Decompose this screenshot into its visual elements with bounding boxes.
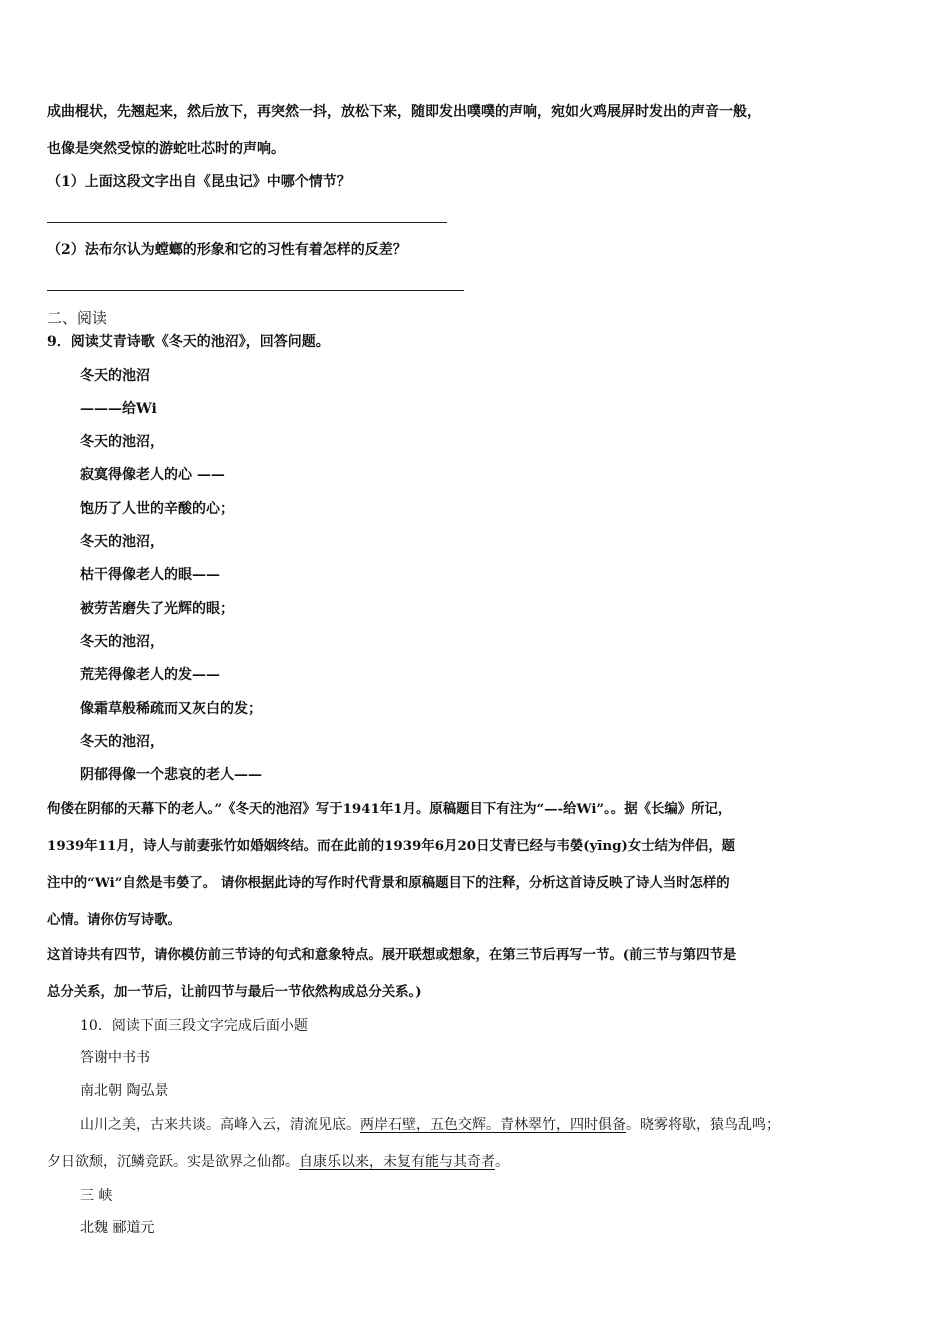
poem-line: 寂寞得像老人的心 —— [80,467,225,483]
poem-line: 饱历了人世的辛酸的心； [80,501,234,517]
poem-line: 阴郁得像一个悲哀的老人—— [80,767,262,783]
poem-line: 冬天的池沼， [80,434,164,450]
poem-line: 枯干得像老人的眼—— [80,567,220,583]
note-line: 心情。请你仿写诗歌。 [47,912,181,928]
task-line: 总分关系，加一节后，让前四节与最后一节依然构成总分关系。) [47,984,422,1000]
note-line: 1939年11月，诗人与前妻张竹如婚姻终结。而在此前的1939年6月20日艾青已经与韦嫈(yīng)女士结为伴侣，题 [47,838,735,854]
q8-answer-line-1[interactable] [47,222,447,223]
text1-line-1-underlined: 两岸石壁，五色交辉。青林翠竹，四时俱备 [360,1117,626,1133]
task-line: 这首诗共有四节，请你模仿前三节诗的句式和意象特点。展开联想或想象，在第三节后再写一节。(前三节与第四节是 [47,947,737,963]
passage-line-1: 成曲棍状，先翘起来，然后放下，再突然一抖，放松下来，随即发出噗噗的声响，宛如火鸡展屏时发出的声音一般， [47,104,761,120]
q9-prompt: 9．阅读艾青诗歌《冬天的池沼》，回答问题。 [47,334,330,350]
section-title: 二、阅读 [47,309,108,327]
note-line: 注中的“Wi”自然是韦嫈了。 请你根据此诗的写作时代背景和原稿题目下的注释，分析这首诗反映了诗人当时怎样的 [47,875,730,891]
text1-title: 答谢中书书 [80,1050,150,1066]
poem-line: 冬天的池沼， [80,634,164,650]
q10-prompt: 10．阅读下面三段文字完成后面小题 [80,1018,308,1034]
text2-title: 三 峡 [80,1188,113,1204]
text1-line-2-underlined: 自康乐以来，未复有能与其奇者 [299,1154,495,1170]
text1-author: 南北朝 陶弘景 [80,1083,169,1099]
passage-line-2: 也像是突然受惊的游蛇吐芯时的声响。 [47,141,285,157]
q8-subquestion-2: （2）法布尔认为螳螂的形象和它的习性有着怎样的反差？ [47,242,407,258]
poem-line: 冬天的池沼 [80,368,150,384]
text1-line-1-a: 山川之美，古来共谈。高峰入云，清流见底。 [80,1117,360,1133]
text1-line-2 [47,1152,509,1172]
note-line: 佝偻在阴郁的天幕下的老人。”《冬天的池沼》写于1941年1月。原稿题目下有注为“—-给Wi”。。据《长编》所记， [47,801,732,817]
poem-line: 冬天的池沼， [80,734,164,750]
poem-line: 冬天的池沼， [80,534,164,550]
poem-line: 荒芜得像老人的发—— [80,667,220,683]
text1-line-1-b: 。晓雾将歇，猿鸟乱鸣； [626,1117,780,1133]
text2-author: 北魏 郦道元 [80,1220,155,1236]
text1-line-2-b: 。 [495,1154,509,1170]
text1-line-1 [80,1115,780,1135]
poem-line: 像霜草般稀疏而又灰白的发； [80,701,262,717]
q8-answer-line-2[interactable] [47,290,464,291]
text1-line-2-a: 夕日欲颓，沉鳞竞跃。实是欲界之仙都。 [47,1154,299,1170]
poem-line: ———给Wi [80,401,157,417]
poem-line: 被劳苦磨失了光辉的眼； [80,601,234,617]
q8-subquestion-1: （1）上面这段文字出自《昆虫记》中哪个情节？ [47,174,351,190]
